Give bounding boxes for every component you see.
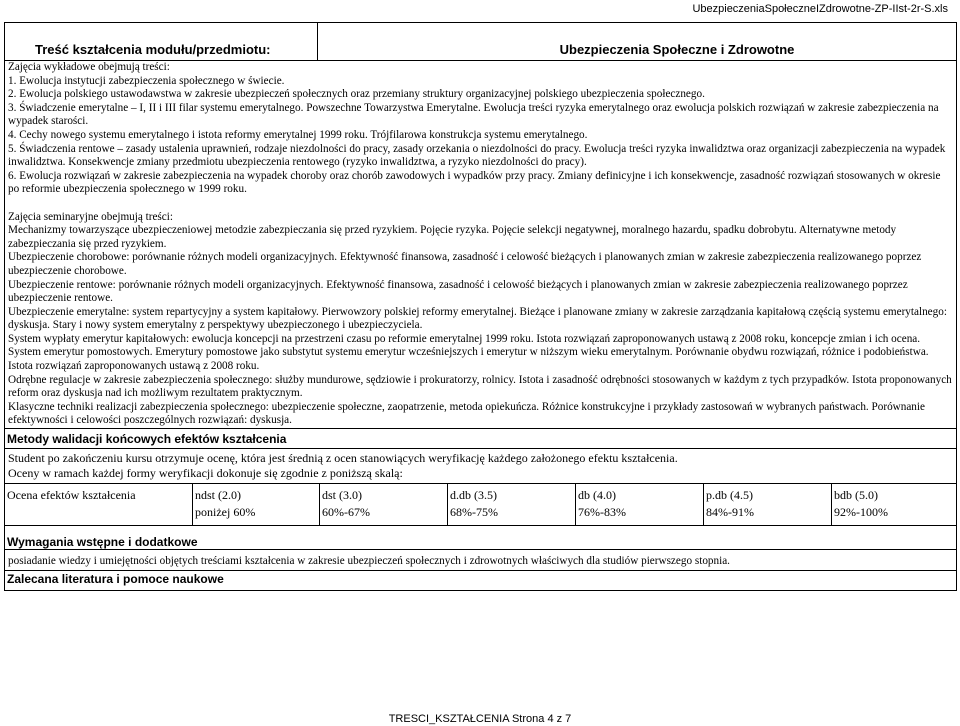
lecture-item: 4. Cechy nowego systemu emerytalnego i istota reformy emerytalnej 1999 roku. Trójfilarowa konstrukcja systemu emerytalnego. — [8, 128, 588, 141]
validation-description — [5, 449, 956, 484]
grade-range: 92%-100% — [834, 505, 888, 520]
literature-heading: Zalecana literatura i pomoce naukowe — [7, 572, 224, 587]
seminar-item: Ubezpieczenie emerytalne: system repartycyjny a system kapitałowy. Pierwowzory polskiej reformy emerytalnej. Bieżące i planowane zmiany w zakresie zarządzania kapitałową częścią systemu emerytalnego: dyskusja. Stary i nowy system emerytalny z perspektywy ubezpieczonego i ubezpieczyciela. — [8, 305, 947, 332]
grade-name: bdb (5.0) — [834, 488, 878, 503]
grade-name: d.db (3.5) — [450, 488, 497, 503]
paragraph-spacer — [8, 197, 953, 211]
course-title: Ubezpieczenia Społeczne i Zdrowotne — [559, 42, 795, 57]
syllabus-sheet — [4, 22, 957, 591]
requirements-heading: Wymagania wstępne i dodatkowe — [5, 526, 956, 550]
grade-scale-row — [5, 484, 956, 526]
seminar-item: Klasyczne techniki realizacji zabezpieczenia społecznego: ubezpieczenie społeczne, zaopatrzenie, metoda opiekuńcza. Różnice konstrukcyjne i przykłady zastosowań w wybranych państwach. Porównanie efektywności i celowości poszczególnych rozwiązań: dyskusja. — [8, 400, 925, 427]
grade-scale-label-text: Ocena efektów kształcenia — [7, 488, 136, 503]
course-content-cell — [5, 61, 956, 429]
grade-cell-pdb — [704, 484, 832, 525]
page-header-filename: UbezpieczeniaSpołeczneIZdrowotne-ZP-IIst-2r-S.xls — [692, 3, 948, 15]
validation-heading: Metody walidacji końcowych efektów kształcenia — [5, 429, 956, 449]
validation-line: Oceny w ramach każdej formy weryfikacji dokonuje się zgodnie z poniższą skalą: — [8, 466, 403, 481]
grade-name: ndst (2.0) — [195, 488, 241, 503]
seminar-item: Mechanizmy towarzyszące ubezpieczeniowej metodzie zabezpieczania się przed ryzykiem. Pojęcie ryzyka. Pojęcie selekcji negatywnej, moralnego hazardu, spadku dobrobytu. Alternatywne metody zabezpieczania się przed ryzykiem. — [8, 224, 897, 250]
module-content-label: Treść kształcenia modułu/przedmiotu: — [5, 23, 318, 60]
seminar-item: Ubezpieczenie chorobowe: porównanie różnych modeli organizacyjnych. Efektywność finansowa, zasadność i celowość bieżących i planowanych zmian w zakresie zabezpieczenia realizowanego poprzez ubezpieczenie chorobowe. — [8, 251, 922, 277]
grade-cell-ndst — [192, 484, 320, 525]
grade-range: 60%-67% — [322, 505, 370, 520]
seminar-item: System emerytur pomostowych. Emerytury pomostowe jako substytut systemu emerytur wcześniejszych i emerytur w niższym wieku emerytalnym. Porównanie obydwu rozwiązań, różnice i podobieństwa. Istota rozwiązań zaproponowanych ustawą z 2008 roku. — [8, 346, 929, 373]
seminar-item: Odrębne regulacje w zakresie zabezpieczenia społecznego: służby mundurowe, sędziowie i prokuratorzy, rolnicy. Istota i zasadność odrębności stosowanych w każdym z tych przypadków. Istota proponowanych reform oraz dyskusja nad ich możliwym rezultatem praktycznym. — [8, 373, 952, 400]
page-number-label: TRESCI_KSZTAŁCENIA Strona 4 z 7 — [388, 713, 572, 725]
validation-line: Student po zakończeniu kursu otrzymuje ocenę, która jest średnią z ocen stanowiących weryfikację każdego założonego efektu kształcenia. — [8, 451, 678, 466]
grade-cell-ddb — [448, 484, 576, 525]
seminars-heading: Zajęcia seminaryjne obejmują treści: — [8, 210, 173, 223]
seminar-item: Ubezpieczenie rentowe: porównanie różnych modeli organizacyjnych. Efektywność finansowa, zasadność i celowość bieżących i planowanych zmian w zakresie zabezpieczenia realizowanego poprzez ubezpieczenie rentowe. — [8, 278, 908, 305]
lecture-item: 2. Ewolucja polskiego ustawodawstwa w zakresie ubezpieczeń społecznych oraz przemiany struktury organizacyjnej polskiego ubezpieczenia społecznego. — [8, 88, 705, 101]
grade-name: dst (3.0) — [322, 488, 362, 503]
seminar-item: System wypłaty emerytur kapitałowych: ewolucja koncepcji na przestrzeni czasu po reformie emerytalnej 1999 roku. Istota rozwiązań zaproponowanych ustawą z 2008 roku, koncepcje zmian i ich ocena. — [8, 332, 921, 345]
lecture-item: 1. Ewolucja instytucji zabezpieczenia społecznego w świecie. — [8, 74, 285, 87]
grade-range: 84%-91% — [706, 505, 754, 520]
grade-range: 76%-83% — [578, 505, 626, 520]
grade-name: db (4.0) — [578, 488, 616, 503]
page-footer — [0, 712, 960, 726]
requirements-text: posiadanie wiedzy i umiejętności objętych treściami kształcenia w zakresie ubezpieczeń społecznych i zdrowotnych właściwych dla studiów pierwszego stopnia. — [5, 550, 956, 571]
grade-cell-bdb — [832, 484, 956, 525]
grade-range: 68%-75% — [450, 505, 498, 520]
lecture-item: 5. Świadczenia rentowe – zasady ustalenia uprawnień, rodzaje niezdolności do pracy, zasady orzekania o niezdolności do pracy. Ewolucja treści ryzyka inwalidztwa oraz organizacji zabezpieczenia na wypadek inwalidztwa. Konsekwencje zmiany przedmiotu ubezpieczenia rentowego (ryzyko inwalidztwa, a ryzyko niezdolności do pracy). — [8, 142, 946, 169]
grade-name: p.db (4.5) — [706, 488, 753, 503]
grade-cell-db — [576, 484, 704, 525]
title-row — [5, 23, 956, 61]
grade-range: poniżej 60% — [195, 505, 256, 520]
lectures-heading: Zajęcia wykładowe obejmują treści: — [8, 61, 170, 73]
lecture-item: 3. Świadczenie emerytalne – I, II i III filar systemu emerytalnego. Powszechne Towarzystwa Emerytalne. Ewolucja treści ryzyka emerytalnego oraz ewolucja polskich rozwiązań w zakresie zabezpieczenia na wypadek starości. — [8, 101, 939, 128]
grade-cell-dst — [320, 484, 448, 525]
lecture-item: 6. Ewolucja rozwiązań w zakresie zabezpieczenia na wypadek choroby oraz chorób zawodowych i wypadków przy pracy. Zmiany definicyjne i ich konsekwencje, zasadność rozwiązań stosowanych w okresie po reformie ubezpieczenia społecznego w 1999 roku. — [8, 169, 941, 196]
grade-scale-label — [5, 484, 192, 525]
